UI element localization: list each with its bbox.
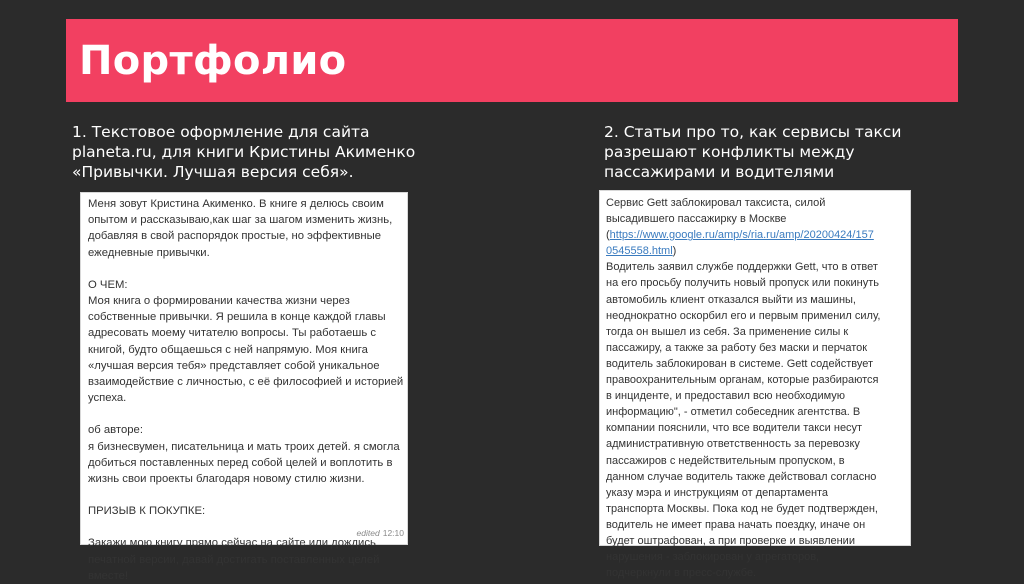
caption-line: пассажирами и водителями — [604, 163, 835, 181]
text-line: жизнь свои проекты благодаря новому стилю жизни. — [88, 473, 365, 486]
text-line: в инциденте, и предоставил всю необходимую — [606, 390, 846, 403]
title-banner — [66, 19, 958, 102]
text-line: Закажи мою книгу прямо сейчас на сайте или дождись — [88, 537, 376, 550]
text-line: нарушения - заблокирован у агрегаторов, — [606, 551, 820, 564]
source-link-continued[interactable]: 0545558.html — [606, 245, 673, 258]
text-line: неоднократно оскорбил его и первым применил силу, — [606, 309, 881, 322]
text-line: пассажиру, а также за работу без маски и перчаток — [606, 341, 868, 354]
text-line: компании пояснили, что все водители такси несут — [606, 422, 863, 435]
text-line: высадившего пассажирку в Москве — [606, 213, 787, 226]
text-line: тогда он вышел из себя. За применение силы к — [606, 325, 849, 338]
text-line: успеха. — [88, 392, 127, 405]
text-line: транспорта Москвы. Пока код не будет подтвержден, — [606, 502, 878, 515]
text-line: пассажиров с недействительным пропуском, в — [606, 454, 845, 467]
caption-line: planeta.ru, для книги Кристины Акименко — [72, 143, 416, 161]
caption-line: «Привычки. Лучшая версия себя». — [72, 163, 354, 181]
text-line: взаимодействие с личностью, с её философией и историей — [88, 376, 404, 389]
text-line: книгой, будто общаешься с ней напрямую. Моя книга — [88, 343, 368, 356]
text-line: добиться поставленных перед собой целей и воплотить в — [88, 456, 393, 469]
section-heading: О ЧЕМ: — [88, 278, 128, 291]
text-line: печатной версии, давай достигать поставленных целей — [88, 553, 380, 566]
text-line: автомобиль клиент отказался выйти из машины, — [606, 293, 856, 306]
text-line: я бизнесвумен, писательница и мать троих детей. я смогла — [88, 440, 400, 453]
paren-open: ( — [606, 229, 610, 242]
text-line: вместе! — [88, 569, 129, 582]
paren-close: ) — [672, 245, 677, 258]
left-caption — [72, 122, 415, 182]
section-heading: об авторе: — [88, 424, 143, 437]
source-link[interactable]: https://www.google.ru/amp/s/ria.ru/amp/20200424/157 — [609, 229, 874, 242]
text-line: ежедневные привычки. — [88, 246, 210, 259]
page-title: Портфолио — [79, 38, 347, 84]
text-line: Сервис Gett заблокировал таксиста, силой — [606, 197, 826, 209]
text-line: водитель заблокирован в системе. Gett содействует — [606, 357, 874, 370]
text-line: «лучшая версия тебя» представляет собой уникальное — [88, 359, 380, 372]
right-caption — [604, 122, 901, 182]
text-line: подчеркнули в пресс-службе. — [606, 567, 757, 580]
text-line: правоохранительным органам, которые разбираются — [606, 374, 879, 387]
message-time: 12:10 — [382, 527, 404, 538]
text-line: административную ответственность за перевозку — [606, 438, 860, 451]
text-line: указу мэра и инструкциям от департамента — [606, 486, 829, 499]
text-line: данном случае водитель также действовал согласно — [606, 470, 877, 483]
caption-line: разрешают конфликты между — [604, 143, 855, 161]
text-line: Моя книга о формировании качества жизни через — [88, 295, 350, 308]
article-text-screenshot — [599, 190, 911, 580]
text-line: водитель не имеет права начать поездку, иначе он — [606, 518, 866, 531]
caption-line: 2. Статьи про то, как сервисы такси — [604, 123, 902, 141]
text-line: опытом и рассказываю,как шаг за шагом изменить жизнь, — [88, 214, 393, 227]
text-line: добавляя в свой распорядок простые, но эффективные — [88, 230, 381, 243]
caption-line: 1. Текстовое оформление для сайта — [72, 123, 370, 141]
text-line: собственные привычки. Я решила в конце каждой главы — [88, 311, 386, 324]
edited-label: edited — [356, 527, 380, 538]
text-line: адресовать моему читателю вопросы. Ты работаешь с — [88, 327, 377, 340]
edited-timestamp — [357, 525, 404, 541]
text-line: Меня зовут Кристина Акименко. В книге я делюсь своим — [88, 198, 384, 210]
source-link-line — [606, 227, 910, 243]
text-line: Водитель заявил службе поддержки Gett, что в ответ — [606, 261, 878, 274]
source-link-line — [606, 243, 910, 259]
book-text-screenshot — [80, 192, 408, 582]
section-heading: ПРИЗЫВ К ПОКУПКЕ: — [88, 505, 206, 518]
text-line: на его просьбу получить новый пропуск или покинуть — [606, 277, 879, 290]
text-line: будет оштрафован, а при проверке и выявлении — [606, 534, 855, 547]
text-line: информацию", - отметил собеседник агентства. В — [606, 406, 861, 419]
